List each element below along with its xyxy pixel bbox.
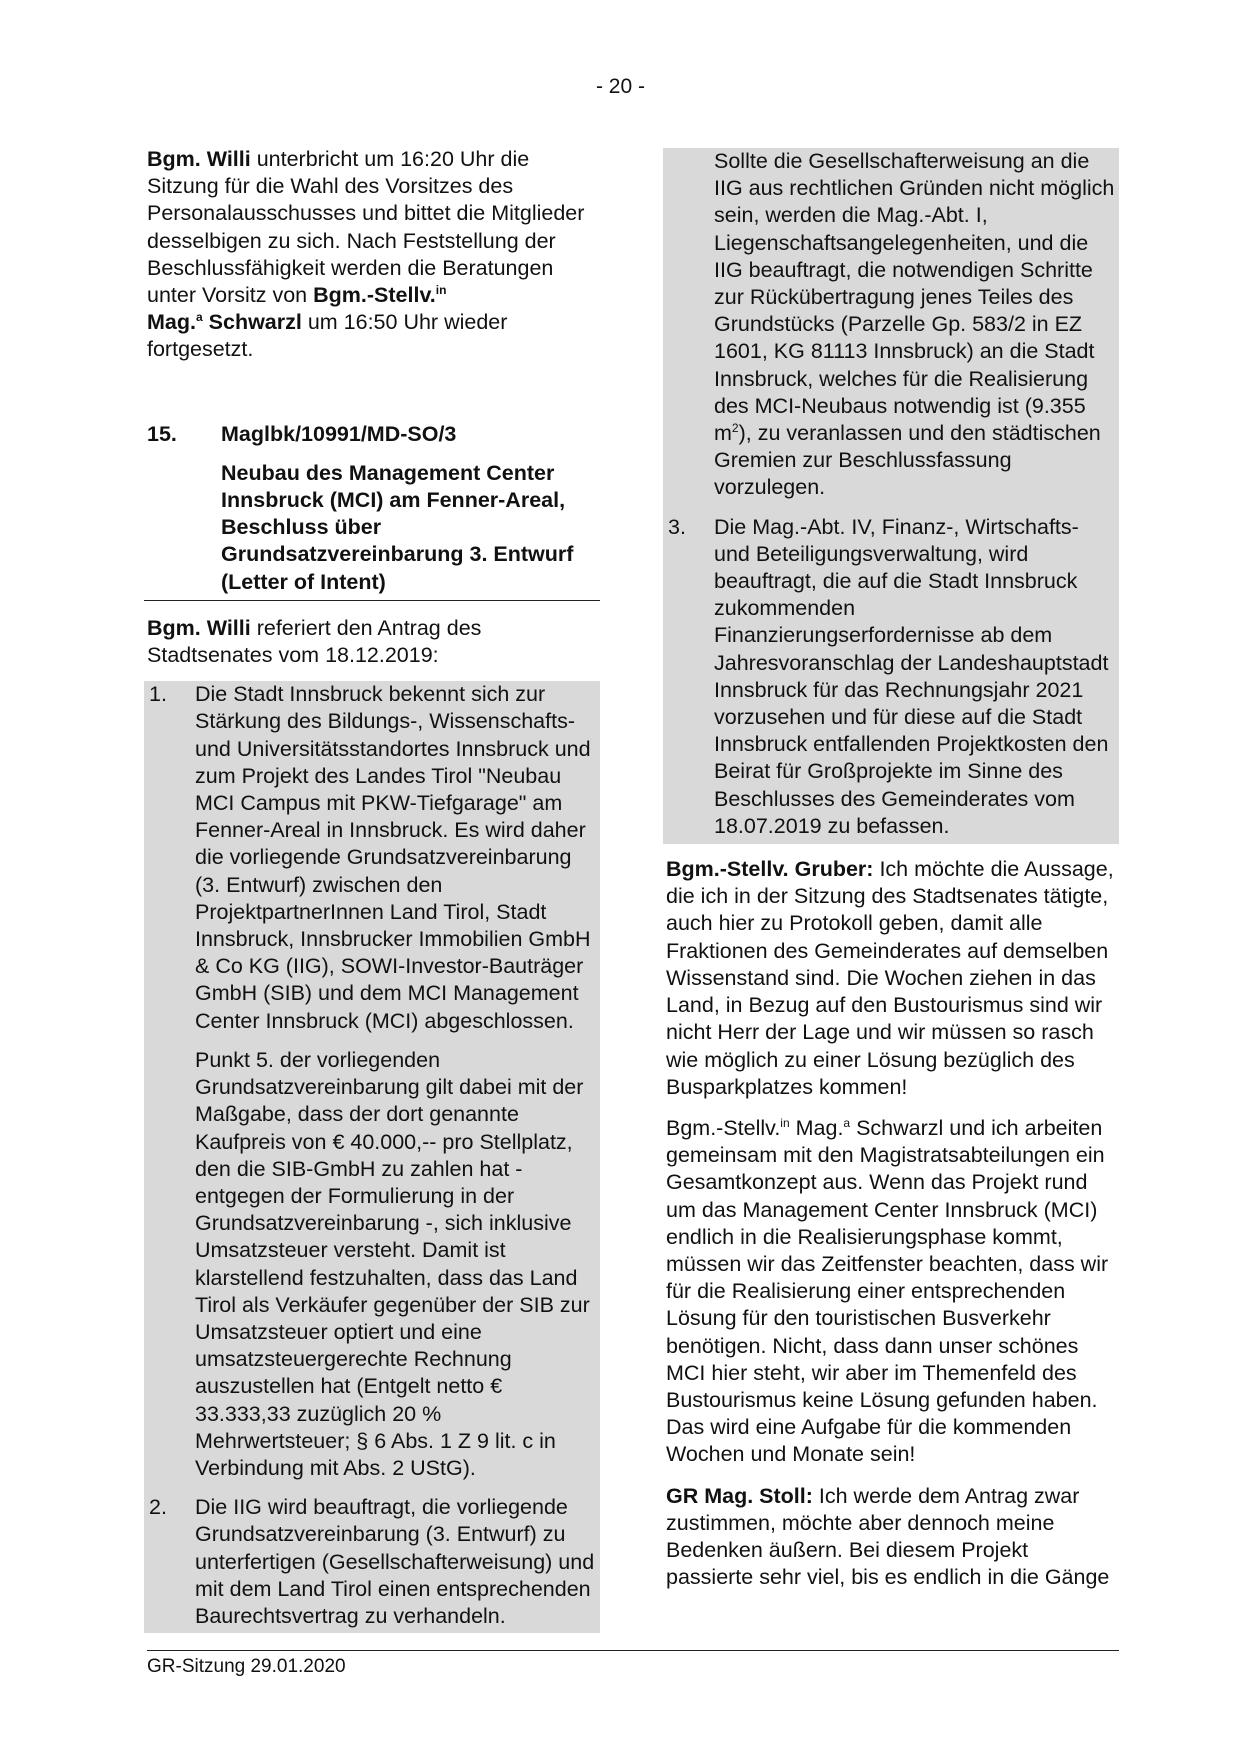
- motion-item-text: Die Mag.-Abt. IV, Finanz-, Wirtschafts- und Beteiligungsverwaltung, wird beauftragt, die auf die Stadt Innsbruck zukommenden Finanzierungserfordernisse ab dem Jahresvoranschlag der Landeshauptstadt Innsbruck für das Rechnungsjahr 2021 vorzusehen und für diese auf die Stadt Innsbruck entfallenden Projektkosten den Beirat für Großprojekte im Sinne des Beschlusses des Gemeinderates vom 18.07.2019 zu befassen.: [714, 514, 1109, 838]
- motion-subparagraph-text: Punkt 5. der vorliegenden Grundsatzvereinbarung gilt dabei mit der Maßgabe, dass der dort genannte Kaufpreis von € 40.000,-- pro Stellplatz, den die SIB-GmbH zu zahlen hat - entgegen der Formulierung in der Grundsatzvereinbarung -, sich inklusive Umsatzsteuer versteht. Damit ist klarstellend festzuhalten, dass das Land Tirol als Verkäufer gegenüber der SIB zur Umsatzsteuer optiert und eine umsatzsteuergerechte Rechnung auszustellen hat (Entgelt netto € 33.333,33 zuzüglich 20 % Mehrwertsteuer; § 6 Abs. 1 Z 9 lit. c in Verbindung mit Abs. 2 UStG).: [195, 1047, 590, 1480]
- motion-item-number: 3.: [668, 514, 686, 539]
- intro-text-end: um 16:50 Uhr wieder fortgesetzt.: [147, 310, 508, 362]
- motion-block-right: [663, 148, 1119, 844]
- footer-divider: [147, 1650, 1119, 1651]
- statement-text: Ich möchte die Aussage, die ich in der Sitzung des Stadtsenates tätigte, auch hier zu Protokoll geben, damit alle Fraktionen des Gemeinderates auf demselben Wissenstand sind. Die Wochen ziehen in das Land, in Bezug auf den Bustourismus sind wir nicht Herr der Lage und wir müssen so rasch wie möglich zu einer Lösung bezüglich des Busparkplatzes kommen!: [666, 857, 1114, 1099]
- report-speaker: Bgm. Willi: [147, 615, 251, 640]
- continuation-text: Sollte die Gesellschafterweisung an die IIG aus rechtlichen Gründen nicht möglich sein, werden die Mag.-Abt. I, Liegenschaftsangelegenheiten, und die IIG beauftragt, die notwendigen Schritte zur Rückübertragung jenes Teiles des Grundstücks (Parzelle Gp. 583/2 in EZ 1601, KG 81113 Innsbruck) an die Stadt Innsbruck, welches für die Realisierung des MCI-Neubaus notwendig ist (9.355 $m^2$), zu veranlassen und den städtischen Gremien zur Beschlussfassung vorzulegen.: [714, 149, 1115, 500]
- motion-item-number: 1.: [149, 682, 167, 707]
- agenda-item-header: [147, 421, 599, 448]
- statement-gruber-continued: Bgm.-Stellv.$^{in}$ Mag.$^a$ Schwarzl und ich arbeiten gemeinsam mit den Magistratsabteilungen ein Gesamtkonzept aus. Wenn das Projekt rund um das Management Center Innsbruck (MCI) endlich in die Realisierungsphase kommt, müssen wir das Zeitfenster beachten, dass wir für die Realisierung einer entsprechenden Lösung für den touristischen Busverkehr benötigen. Nicht, dass dann unser schönes MCI hier steht, wir aber im Themenfeld des Bustourismus keine Lösung gefunden haben. Das wird eine Aufgabe für die kommenden Wochen und Monate sein!: [666, 1115, 1109, 1467]
- page-number: - 20 -: [595, 75, 645, 98]
- motion-item-number: 2.: [149, 1495, 167, 1520]
- motion-item-2: [147, 1494, 597, 1630]
- left-column: [147, 146, 599, 1633]
- intro-text: unterbricht um 16:20 Uhr die Sitzung für die Wahl des Vorsitzes des Personalausschusses und bittet die Mitglieder desselbigen zu sich. Nach Feststellung der Beschlussfähigkeit werden die Beratungen unter Vorsitz von: [147, 147, 585, 308]
- footer-text: GR-Sitzung 29.01.2020: [147, 1656, 346, 1677]
- motion-block-left: [144, 681, 600, 1633]
- speaker-name: GR Mag. Stoll:: [666, 1483, 813, 1508]
- speaker-name: Bgm. Willi: [147, 147, 251, 171]
- statement-stoll: [666, 1483, 1119, 1592]
- statement-gruber: [666, 856, 1119, 1101]
- motion-item-3: [666, 514, 1116, 840]
- agenda-item-number: 15.: [147, 421, 177, 446]
- name-bgm-stellv: Bgm.-Stellv.$^{in}$: [313, 283, 447, 308]
- intro-paragraph: [147, 146, 593, 364]
- report-text: referiert den Antrag des Stadtsenates vom 18.12.2019:: [147, 615, 482, 668]
- agenda-item-reference: Maglbk/10991/MD-SO/3: [221, 421, 457, 446]
- report-paragraph: [147, 615, 593, 669]
- motion-item-text: Die IIG wird beauftragt, die vorliegende Grundsatzvereinbarung (3. Entwurf) zu unterfertigen (Gesellschafterweisung) und mit dem Land Tirol einen entsprechenden Baurechtsvertrag zu verhandeln.: [195, 1495, 595, 1628]
- statement-text: Ich werde dem Antrag zwar zustimmen, möchte aber dennoch meine Bedenken äußern. Bei diesem Projekt passierte sehr viel, bis es endlich in die Gänge: [666, 1483, 1110, 1590]
- motion-item-2-continuation: [666, 148, 1116, 502]
- name-schwarzl: Mag.$^a$ Schwarzl: [147, 310, 302, 335]
- right-column: [666, 146, 1119, 1591]
- motion-item-1: [147, 681, 597, 1035]
- speaker-name: Bgm.-Stellv. Gruber:: [666, 857, 874, 882]
- motion-item-1-subparagraph: [147, 1047, 597, 1482]
- agenda-item-title: Neubau des Management Center Innsbruck (MCI) am Fenner-Areal, Beschluss über Grundsatzvereinbarung 3. Entwurf (Letter of Intent): [221, 460, 574, 594]
- motion-item-text: Die Stadt Innsbruck bekennt sich zur Stärkung des Bildungs-, Wissenschafts- und Universitätsstandortes Innsbruck und zum Projekt des Landes Tirol "Neubau MCI Campus mit PKW-Tiefgarage" am Fenner-Areal in Innsbruck. Es wird daher die vorliegende Grundsatzvereinbarung (3. Entwurf) zwischen den ProjektpartnerInnen Land Tirol, Stadt Innsbruck, Innsbrucker Immobilien GmbH & Co KG (IIG), SOWI-Investor-Bauträger GmbH (SIB) und dem MCI Management Center Innsbruck (MCI) abgeschlossen.: [195, 682, 591, 1033]
- title-divider: [144, 600, 600, 601]
